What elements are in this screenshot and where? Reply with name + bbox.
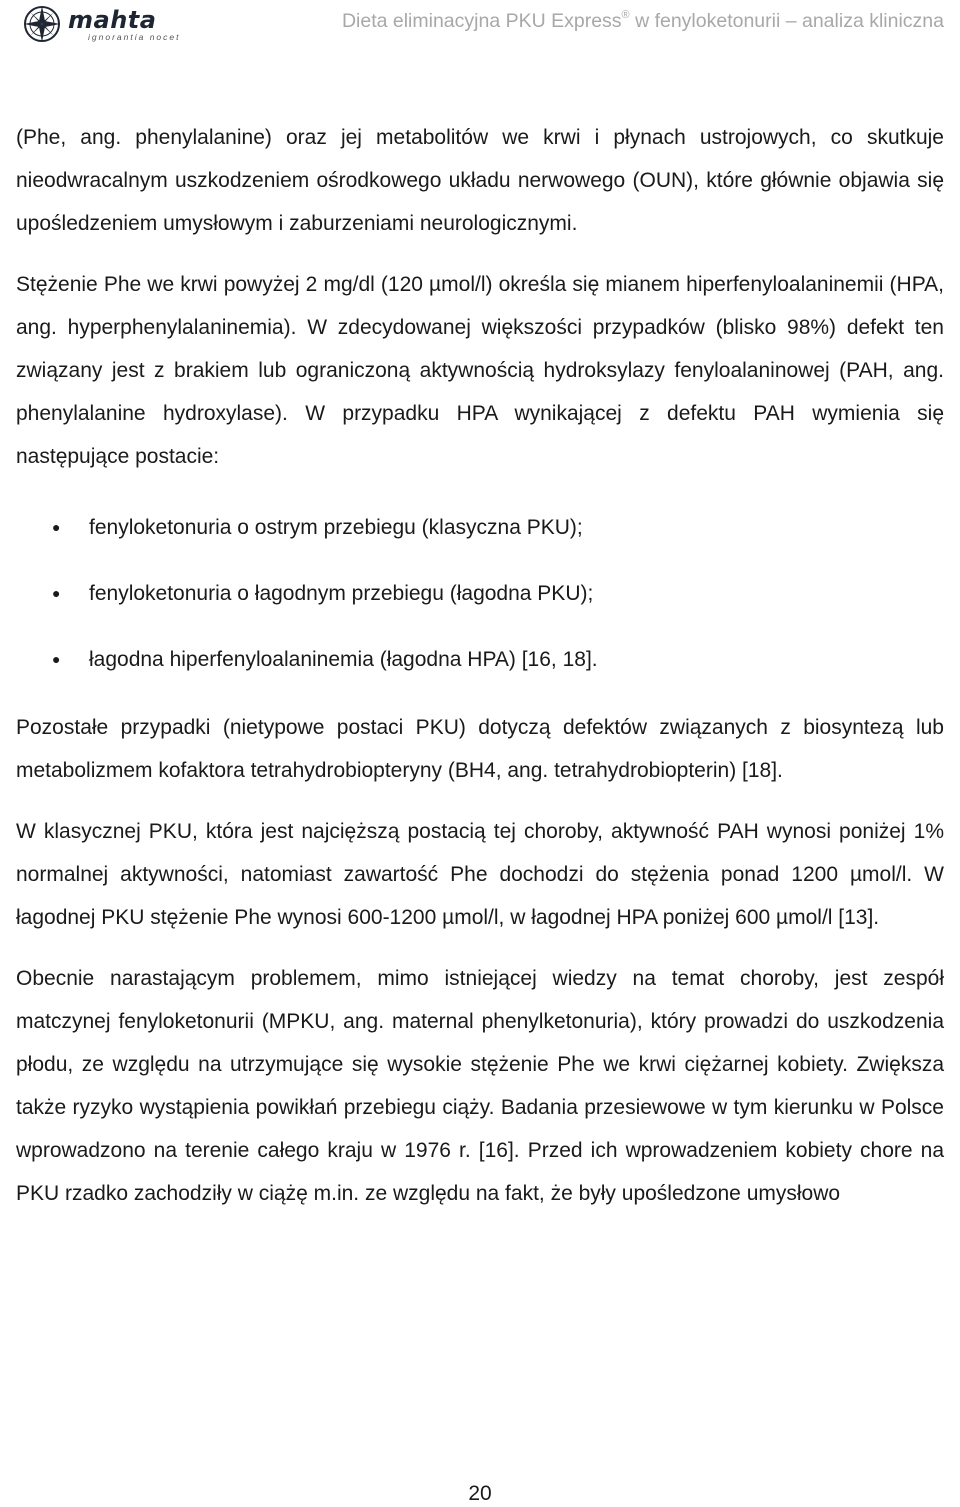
logo-tagline: ignorantia nocet [88,32,181,42]
list-item-text: łagodna hiperfenyloalaninemia (łagodna HPA) [16, 18]. [89,648,598,671]
document-title-main: Dieta eliminacyjna PKU Express [341,10,622,32]
list-item [16,572,944,615]
paragraph: W klasycznej PKU, która jest najcięższą postacią tej choroby, aktywność PAH wynosi poniżej 1% normalnej aktywności, natomiast zawartość Phe dochodzi do stężenia ponad 1200 µmol/l. W łagodnej PKU stężenie Phe wynosi 600-1200 µmol/l, w łagodnej HPA poniżej 600 µmol/l [13]. [16,820,944,929]
bullet-icon: ● [52,585,61,601]
list-item [16,638,944,681]
compass-rose-icon [22,4,62,44]
paragraph: (Phe, ang. phenylalanine) oraz jej metabolitów we krwi i płynach ustrojowych, co skutkuje nieodwracalnym uszkodzeniem ośrodkowego układu nerwowego (OUN), które głównie objawia się upośledzeniem umysłowym i zaburzeniami neurologicznymi. [16,126,944,235]
bullet-list [16,506,944,681]
bullet-icon: ● [52,519,61,535]
list-item [16,506,944,549]
list-item-text: fenyloketonuria o ostrym przebiegu (klasyczna PKU); [89,516,583,539]
mahta-logo [22,4,190,44]
bullet-icon: ● [52,651,61,667]
paragraph: Obecnie narastającym problemem, mimo istniejącej wiedzy na temat choroby, jest zespół matczynej fenyloketonurii (MPKU, ang. maternal phenylketonuria), który prowadzi do uszkodzenia płodu, ze względu na utrzymujące się wysokie stężenie Phe we krwi ciężarnej kobiety. Zwiększa także ryzyko wystąpienia powikłań przebiegu ciąży. Badania przesiewowe w tym kierunku w Polsce wprowadzono na terenie całego kraju w 1976 r. [16]. Przed ich wprowadzeniem kobiety chore na PKU rzadko zachodziły w ciążę m.in. ze względu na fakt, że były upośledzone umysłowo [16,967,944,1205]
paragraph: Pozostałe przypadki (nietypowe postaci PKU) dotyczą defektów związanych z biosyntezą lub metabolizmem kofaktora tetrahydrobiopteryny (BH4, ang. tetrahydrobiopterin) [18]. [16,716,944,782]
registered-mark: ® [621,8,630,21]
page-header [0,0,960,44]
logo-wordmark: mahta [68,6,157,34]
list-item-text: fenyloketonuria o łagodnym przebiegu (łagodna PKU); [89,582,594,605]
document-title-rest: w fenyloketonurii – analiza kliniczna [629,10,944,32]
paragraph: Stężenie Phe we krwi powyżej 2 mg/dl (120 µmol/l) określa się mianem hiperfenyloalaninemii (HPA, ang. hyperphenylalaninemia). W zdecydowanej większości przypadków (blisko 98%) defekt ten związany jest z brakiem lub ograniczoną aktywnością hydroksylazy fenyloalaninowej (PAH, ang. phenylalanine hydroxylase). W przypadku HPA wynikającej z defektu PAH wymienia się następujące postacie: [16,273,944,468]
page-body [16,116,944,1215]
page-number: 20 [468,1482,492,1505]
document-title [342,10,944,33]
